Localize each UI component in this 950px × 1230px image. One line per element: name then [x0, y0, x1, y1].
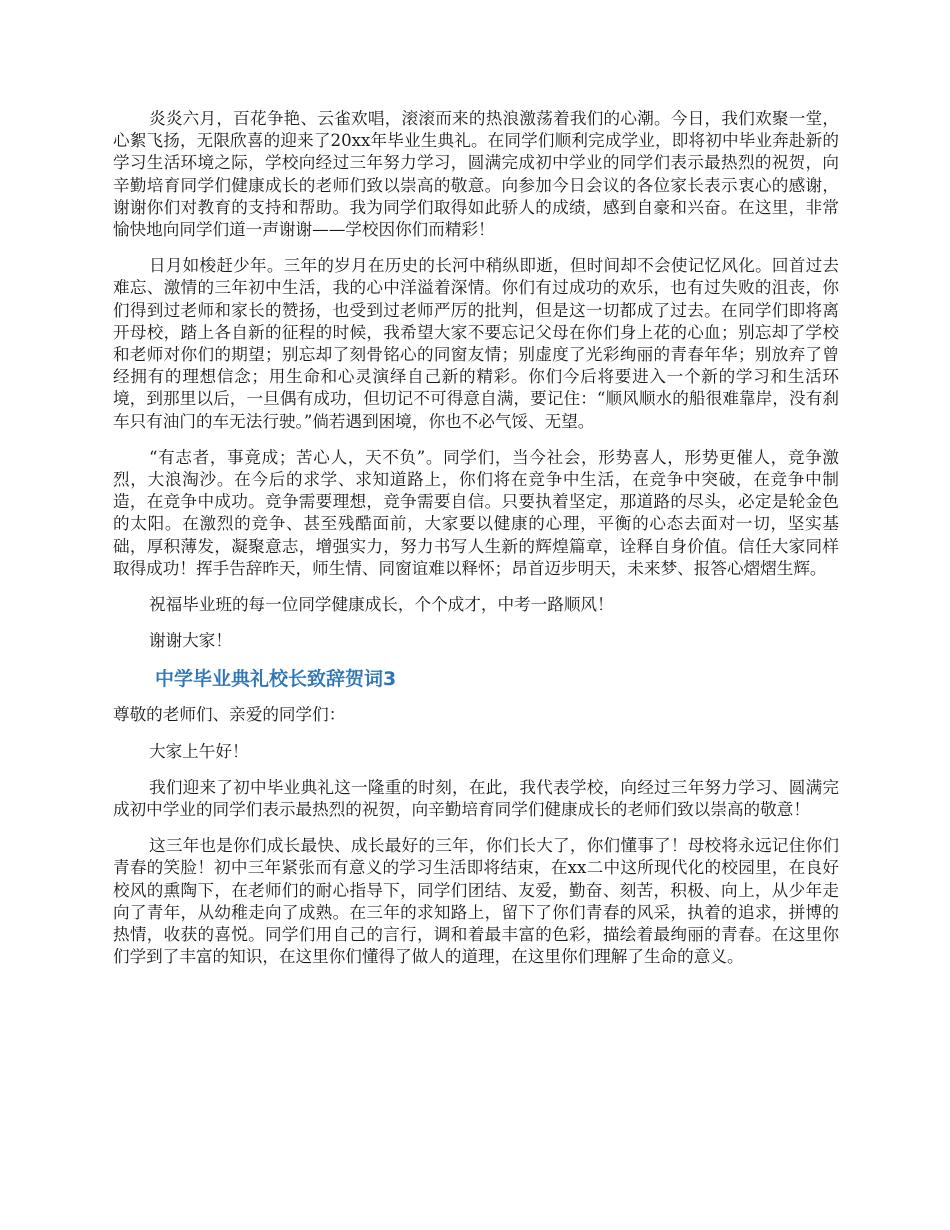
paragraph: “有志者，事竟成；苦心人，天不负”。同学们，当今社会，形势喜人，形势更催人，竞争激烈，大浪淘沙。在今后的求学、求知道路上，你们将在竞争中生活，在竞争中突破，在竞争中制造，在竞争中成功。竞争需要理想，竞争需要自信。只要执着坚定，那道路的尽头，必定是轮金色的太阳。在激烈的竞争、甚至残酷面前，大家要以健康的心理，平衡的心态去面对一切，坚实基础，厚积薄发，凝聚意志，增强实力，努力书写人生新的辉煌篇章，诠释自身价值。信任大家同样取得成功！挥手告辞昨天，师生情、同窗谊难以释怀；昂首迈步明天，未来梦、报答心熠熠生辉。 [113, 447, 839, 578]
paragraph: 这三年也是你们成长最快、成长最好的三年，你们长大了，你们懂事了！母校将永远记住你们青春的笑脸！初中三年紧张而有意义的学习生活即将结束，在xx二中这所现代化的校园里，在良好校风的熏陶下，在老师们的耐心指导下，同学们团结、友爱，勤奋、刻苦，积极、向上，从少年走向了青年，从幼稚走向了成熟。在三年的求知路上，留下了你们青春的风采，执着的追求，拼博的热情，收获的喜悦。同学们用自己的言行，调和着最丰富的色彩，描绘着最绚丽的青春。在这里你们学到了丰富的知识，在这里你们懂得了做人的道理，在这里你们理解了生命的意义。 [113, 836, 839, 967]
paragraph: 炎炎六月，百花争艳、云雀欢唱，滚滚而来的热浪激荡着我们的心潮。今日，我们欢聚一堂，心絮飞扬，无限欣喜的迎来了20xx年毕业生典礼。在同学们顺利完成学业，即将初中毕业奔赴新的学习生活环境之际，学校向经过三年努力学习，圆满完成初中学业的同学们表示最热烈的祝贺，向辛勤培育同学们健康成长的老师们致以崇高的敬意。向参加今日会议的各位家长表示衷心的感谢，谢谢你们对教育的支持和帮助。我为同学们取得如此骄人的成绩，感到自豪和兴奋。在这里，非常愉快地向同学们道一声谢谢——学校因你们而精彩！ [113, 109, 839, 240]
section-heading: 中学毕业典礼校长致辞贺词3 [155, 668, 397, 691]
closing-thanks: 谢谢大家！ [149, 631, 232, 651]
paragraph: 祝福毕业班的每一位同学健康成长，个个成才，中考一路顺风！ [149, 595, 614, 615]
salutation: 尊敬的老师们、亲爱的同学们： [113, 705, 346, 725]
greeting: 大家上午好！ [149, 741, 249, 761]
document-body [113, 108, 839, 983]
paragraph: 日月如梭赶少年。三年的岁月在历史的长河中稍纵即逝，但时间却不会使记忆风化。回首过去难忘、激情的三年初中生活，我的心中洋溢着深情。你们有过成功的欢乐，也有过失败的沮丧，你们得到过老师和家长的赞扬，也受到过老师严厉的批判，但是这一切都成了过去。在同学们即将离开母校，踏上各自新的征程的时候，我希望大家不要忘记父母在你们身上花的心血；别忘却了学校和老师对你们的期望；别忘却了刻骨铭心的同窗友情；别虚度了光彩绚丽的青春年华；别放弃了曾经拥有的理想信念；用生命和心灵演绎自己新的精彩。你们今后将要进入一个新的学习和生活环境，到那里以后，一旦偶有成功，但切记不可得意自满，要记住：“顺风顺水的船很难靠岸，没有刹车只有油门的车无法行驶。”倘若遇到困境，你也不必气馁、无望。 [113, 256, 839, 431]
paragraph: 我们迎来了初中毕业典礼这一隆重的时刻，在此，我代表学校，向经过三年努力学习、圆满完成初中学业的同学们表示最热烈的祝贺，向辛勤培育同学们健康成长的老师们致以崇高的敬意！ [113, 777, 839, 820]
